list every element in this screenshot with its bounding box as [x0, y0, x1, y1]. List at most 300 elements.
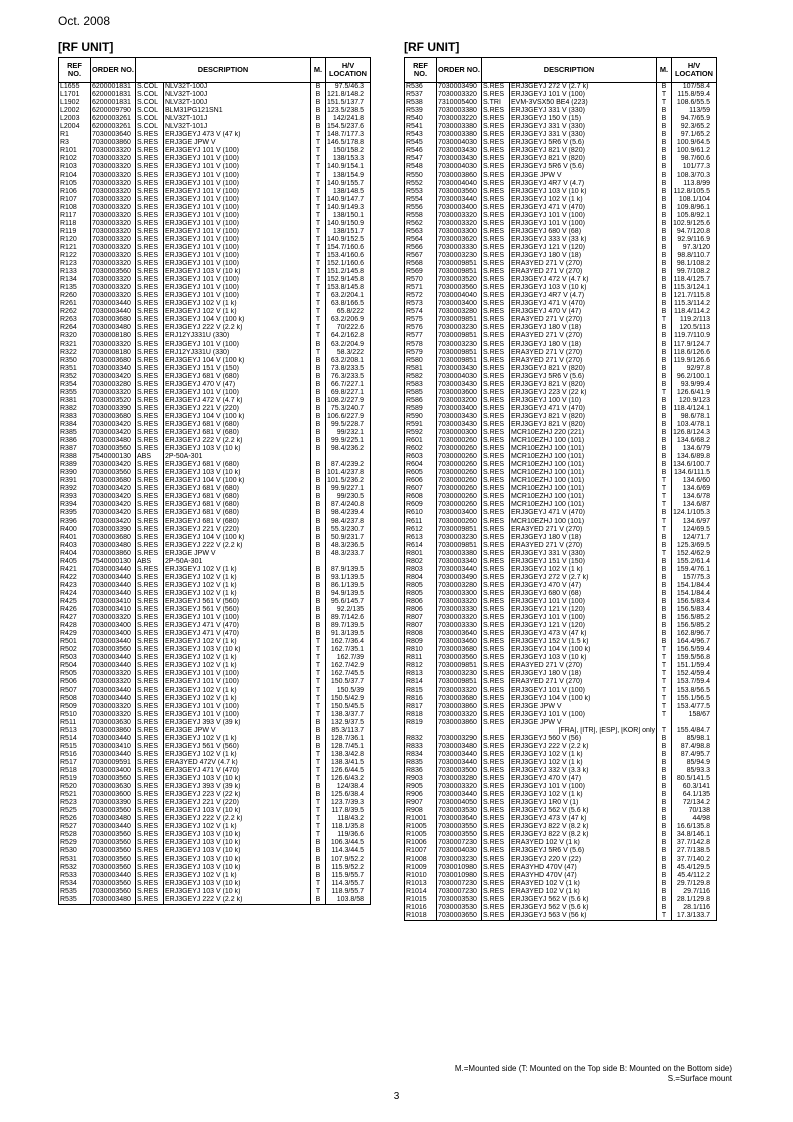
- mounted-side: T: [657, 389, 672, 397]
- table-row: [59, 99, 371, 107]
- ref-no: L2003: [59, 115, 91, 123]
- ref-no: R581: [405, 365, 437, 373]
- description: ERJ3GEYJ 561 V (560): [164, 598, 311, 606]
- type: S.RES: [136, 357, 164, 365]
- hv-location: 63.8/166.5: [326, 300, 371, 308]
- hv-location: 152.4/62.9: [672, 550, 717, 558]
- type: S.RES: [136, 856, 164, 864]
- order-no: 7030003640: [437, 815, 482, 823]
- order-no: 7030003300: [437, 228, 482, 236]
- mounted-side: T: [311, 799, 326, 807]
- type: S.RES: [482, 550, 510, 558]
- order-no: 7030003320: [437, 614, 482, 622]
- hv-location: 126.6/44.5: [326, 767, 371, 775]
- description: ERJ3GEYJ 821 V (820): [510, 381, 657, 389]
- mounted-side: B: [657, 349, 672, 357]
- col-header-mounted: M.: [657, 58, 672, 83]
- order-no: 7030003440: [91, 308, 136, 316]
- mounted-side: T: [311, 831, 326, 839]
- type: S.RES: [136, 324, 164, 332]
- description: ERJ3GEYJ 102 V (1 k): [164, 574, 311, 582]
- mounted-side: B: [311, 501, 326, 509]
- type: S.RES: [136, 188, 164, 196]
- hv-location: 156.5/85.2: [672, 614, 717, 622]
- mounted-side: B: [657, 767, 672, 775]
- description: ERJ3GEYJ 822 V (8.2 k): [510, 823, 657, 831]
- table-row: [405, 381, 717, 389]
- hv-location: 119.2/113: [672, 316, 717, 324]
- order-no: 7030003560: [91, 856, 136, 864]
- type: S.RES: [136, 542, 164, 550]
- ref-no: R611: [405, 518, 437, 526]
- type: S.RES: [482, 405, 510, 413]
- ref-no: R515: [59, 743, 91, 751]
- mounted-side: B: [657, 163, 672, 171]
- ref-no: R393: [59, 493, 91, 501]
- hv-location: 99.9/227.1: [326, 485, 371, 493]
- table-row: [405, 139, 717, 147]
- order-no: 7030003320: [91, 236, 136, 244]
- order-no: 7030003410: [91, 598, 136, 606]
- hv-location: 121.7/115.8: [672, 292, 717, 300]
- mounted-side: T: [311, 767, 326, 775]
- hv-location: 60.3/141: [672, 783, 717, 791]
- ref-no: R107: [59, 196, 91, 204]
- hv-location: 150.5/37.7: [326, 678, 371, 686]
- description: MCR10EZHJ 100 (101): [510, 518, 657, 526]
- order-no: 7030003230: [437, 324, 482, 332]
- ref-no: R1016: [405, 904, 437, 912]
- hv-location: 70/222.6: [326, 324, 371, 332]
- table-row: [59, 896, 371, 905]
- type: S.RES: [482, 695, 510, 703]
- ref-no: R585: [405, 389, 437, 397]
- table-row: [405, 678, 717, 686]
- ref-no: R579: [405, 349, 437, 357]
- type: S.RES: [482, 542, 510, 550]
- ref-no: R505: [59, 670, 91, 678]
- description: ERJ3GEYJ 471 V (470): [510, 204, 657, 212]
- mounted-side: T: [311, 300, 326, 308]
- table-row: [405, 91, 717, 99]
- ref-no: R388: [59, 453, 91, 461]
- order-no: 7030000260: [437, 453, 482, 461]
- mounted-side: B: [311, 83, 326, 92]
- ref-no: R576: [405, 324, 437, 332]
- ref-no: R506: [59, 678, 91, 686]
- mounted-side: [311, 453, 326, 461]
- ref-no: R133: [59, 268, 91, 276]
- hv-location: 153.7/59.4: [672, 678, 717, 686]
- type: S.RES: [136, 590, 164, 598]
- table-row: [405, 115, 717, 123]
- order-no: 7030003680: [91, 534, 136, 542]
- ref-no: R539: [405, 107, 437, 115]
- hv-location: 118.6/126.6: [672, 349, 717, 357]
- ref-no: R805: [405, 590, 437, 598]
- table-row: [59, 864, 371, 872]
- ref-no: R816: [405, 695, 437, 703]
- type: S.RES: [482, 823, 510, 831]
- description: ERJ3GEYJ 4R7 V (4.7): [510, 180, 657, 188]
- type: S.RES: [136, 180, 164, 188]
- hv-location: 162.7/36.4: [326, 638, 371, 646]
- hv-location: 85/93.3: [672, 767, 717, 775]
- order-no: 7030003320: [91, 711, 136, 719]
- mounted-side: B: [311, 574, 326, 582]
- ref-no: R520: [59, 783, 91, 791]
- mounted-side: B: [657, 123, 672, 131]
- mounted-side: B: [311, 365, 326, 373]
- hv-location: 128.7/45.1: [326, 743, 371, 751]
- mounted-side: B: [657, 574, 672, 582]
- hv-location: 105.8/92.1: [672, 212, 717, 220]
- type: S.RES: [482, 630, 510, 638]
- mounted-side: T: [311, 172, 326, 180]
- description: ERJ3GEYJ 101 V (100): [510, 783, 657, 791]
- type: S.RES: [136, 550, 164, 558]
- description: ERJ3GEYJ 471 V (470): [164, 630, 311, 638]
- type: S.RES: [136, 493, 164, 501]
- type: S.RES: [482, 236, 510, 244]
- ref-no: R403: [59, 542, 91, 550]
- ref-no: R543: [405, 131, 437, 139]
- hv-location: 109.8/96.1: [672, 204, 717, 212]
- hv-location: 99.5/228.7: [326, 421, 371, 429]
- hv-location: 118.4/114.2: [672, 308, 717, 316]
- table-row: [59, 429, 371, 437]
- ref-no: R835: [405, 759, 437, 767]
- type: S.RES: [136, 461, 164, 469]
- hv-location: 66.7/227.1: [326, 381, 371, 389]
- hv-location: 118.4/124.1: [672, 405, 717, 413]
- hv-location: 114.3/55.7: [326, 880, 371, 888]
- ref-no: R612: [405, 526, 437, 534]
- order-no: 7030007230: [437, 839, 482, 847]
- table-row: [59, 727, 371, 735]
- type: S.RES: [136, 662, 164, 670]
- type: S.RES: [482, 212, 510, 220]
- order-no: 7030003320: [91, 196, 136, 204]
- table-row: [59, 823, 371, 831]
- table-row: [405, 397, 717, 405]
- table-row: [59, 839, 371, 847]
- ref-no: R384: [59, 421, 91, 429]
- order-no: 7030003400: [437, 509, 482, 517]
- type: S.RES: [136, 365, 164, 373]
- mounted-side: T: [311, 711, 326, 719]
- type: S.RES: [482, 501, 510, 509]
- hv-location: 115.9/55.7: [326, 872, 371, 880]
- order-no: 7030003300: [437, 590, 482, 598]
- type: S.RES: [482, 228, 510, 236]
- table-row: [59, 437, 371, 445]
- mounted-side: T: [311, 695, 326, 703]
- ref-no: R552: [405, 180, 437, 188]
- type: S.COL: [136, 115, 164, 123]
- description: ERJ3GEYJ 102 V (1 k): [510, 566, 657, 574]
- order-no: 7030003560: [437, 188, 482, 196]
- mounted-side: T: [657, 678, 672, 686]
- table-row: [405, 872, 717, 880]
- table-row: [59, 300, 371, 308]
- order-no: 7030003530: [437, 904, 482, 912]
- description: ERJ3GEYJ 470 V (47): [164, 381, 311, 389]
- type: S.COL: [136, 91, 164, 99]
- hv-location: 120.9/123: [672, 397, 717, 405]
- hv-location: 150.5/39: [326, 687, 371, 695]
- mounted-side: B: [657, 534, 672, 542]
- mounted-side: B: [311, 526, 326, 534]
- description: ERJ3GEYJ 471 V (470): [510, 405, 657, 413]
- description: ERJ3GEYJ 821 V (820): [510, 147, 657, 155]
- ref-no: R1001: [405, 815, 437, 823]
- table-row: [405, 493, 717, 501]
- description: ERJ3GEYJ 101 V (100): [164, 212, 311, 220]
- table-row: [405, 630, 717, 638]
- table-row: [405, 759, 717, 767]
- table-row: [59, 654, 371, 662]
- mounted-side: B: [311, 743, 326, 751]
- type: S.RES: [482, 155, 510, 163]
- hv-location: 140.9/147.7: [326, 196, 371, 204]
- mounted-side: B: [657, 421, 672, 429]
- ref-no: R513: [59, 727, 91, 735]
- order-no: 7030004030: [437, 139, 482, 147]
- hv-location: 140.9/150.9: [326, 220, 371, 228]
- ref-no: R503: [59, 654, 91, 662]
- hv-location: 85/98.1: [672, 735, 717, 743]
- hv-location: 103.4/78.1: [672, 421, 717, 429]
- hv-location: 151.2/145.8: [326, 268, 371, 276]
- table-row: [405, 598, 717, 606]
- hv-location: 134.6/69: [672, 485, 717, 493]
- mounted-side: T: [657, 662, 672, 670]
- description: ERJ3GEYJ 472 V (4.7 k): [510, 276, 657, 284]
- ref-no: R546: [405, 147, 437, 155]
- table-row: [405, 324, 717, 332]
- order-no: 7030003320: [91, 204, 136, 212]
- table-row: [59, 196, 371, 204]
- description: ERJ3GEYJ 101 V (100): [164, 389, 311, 397]
- hv-location: 94.7/65.9: [672, 115, 717, 123]
- ref-no: R554: [405, 196, 437, 204]
- hv-location: 151.1/59.4: [672, 662, 717, 670]
- mounted-side: T: [311, 292, 326, 300]
- table-row: [59, 220, 371, 228]
- description: ERJ3GEYJ 471 V (470): [164, 767, 311, 775]
- order-no: 7030003320: [91, 670, 136, 678]
- description: ERJ3GEYJ 331 V (330): [510, 107, 657, 115]
- table-row: [59, 373, 371, 381]
- type: S.RES: [482, 220, 510, 228]
- description: ERJ3GEYJ 102 V (1 k): [164, 582, 311, 590]
- table-row: [59, 163, 371, 171]
- ref-no: R1013: [405, 880, 437, 888]
- order-no: 7030003400: [437, 204, 482, 212]
- table-row: [405, 244, 717, 252]
- type: S.RES: [482, 252, 510, 260]
- hv-location: 113/59: [672, 107, 717, 115]
- mounted-side: B: [657, 308, 672, 316]
- description: ERJ3GEYJ 821 V (820): [510, 365, 657, 373]
- mounted-side: B: [311, 421, 326, 429]
- type: S.RES: [482, 268, 510, 276]
- ref-no: R134: [59, 276, 91, 284]
- mounted-side: B: [311, 847, 326, 855]
- description: ERJ3GEYJ 331 V (330): [510, 550, 657, 558]
- ref-no: R531: [59, 856, 91, 864]
- description: ERJ3GEYJ 103 V (10 k): [164, 469, 311, 477]
- type: S.RES: [482, 719, 510, 727]
- hv-location: 98.4/237.8: [326, 518, 371, 526]
- order-no: 7030003440: [91, 638, 136, 646]
- ref-no: R811: [405, 654, 437, 662]
- ref-no: R117: [59, 212, 91, 220]
- mounted-side: B: [311, 445, 326, 453]
- description: ERJ3GEYJ 102 V (1 k): [510, 751, 657, 759]
- mounted-side: B: [657, 638, 672, 646]
- table-row: [59, 534, 371, 542]
- description: ERJ3GEYJ 103 V (10 k): [510, 188, 657, 196]
- ref-no: R817: [405, 703, 437, 711]
- description: ERJ3GEYJ 101 V (100): [164, 196, 311, 204]
- order-no: 7030003440: [437, 196, 482, 204]
- type: S.RES: [482, 767, 510, 775]
- hv-location: 87.4/239.2: [326, 461, 371, 469]
- table-row: [59, 172, 371, 180]
- description: ERJ3GEYJ 223 V (22 k): [164, 791, 311, 799]
- mounted-side: T: [657, 727, 672, 735]
- type: S.COL: [136, 83, 164, 92]
- order-no: 7030003440: [437, 759, 482, 767]
- mounted-side: B: [657, 606, 672, 614]
- mounted-side: B: [657, 429, 672, 437]
- type: S.RES: [482, 107, 510, 115]
- mounted-side: T: [311, 236, 326, 244]
- type: S.RES: [482, 566, 510, 574]
- description: ERJ3GEYJ 222 V (2.2 k): [510, 743, 657, 751]
- description: ERJ3GEYJ 101 V (100): [510, 220, 657, 228]
- mounted-side: T: [657, 654, 672, 662]
- description: ERJ3GEYJ 681 V (680): [164, 421, 311, 429]
- hv-location: 115.3/114.2: [672, 300, 717, 308]
- type: S.RES: [482, 662, 510, 670]
- hv-location: 99/230.5: [326, 493, 371, 501]
- hv-location: 48.3/236.5: [326, 542, 371, 550]
- ref-no: R322: [59, 349, 91, 357]
- description: ERJ3GEYJ 272 V (2.7 k): [510, 83, 657, 92]
- table-row: [59, 349, 371, 357]
- ref-no: R608: [405, 493, 437, 501]
- mounted-side: B: [657, 147, 672, 155]
- type: S.RES: [136, 711, 164, 719]
- parts-table-right: [404, 57, 717, 921]
- table-row: [405, 590, 717, 598]
- description: ERA3YED 102 V (1 k): [510, 880, 657, 888]
- ref-no: R807: [405, 614, 437, 622]
- table-row: [59, 228, 371, 236]
- ref-no: R261: [59, 300, 91, 308]
- mounted-side: B: [657, 904, 672, 912]
- table-row: [59, 662, 371, 670]
- type: S.RES: [482, 180, 510, 188]
- type: S.RES: [482, 606, 510, 614]
- ref-no: R104: [59, 172, 91, 180]
- mounted-side: B: [657, 357, 672, 365]
- hv-location: 91.3/139.5: [326, 630, 371, 638]
- mounted-side: B: [657, 252, 672, 260]
- type: S.RES: [136, 630, 164, 638]
- ref-no: R389: [59, 461, 91, 469]
- mounted-side: B: [311, 115, 326, 123]
- hv-location: 156.5/83.4: [672, 598, 717, 606]
- ref-no: R540: [405, 115, 437, 123]
- hv-location: 152.4/59.4: [672, 670, 717, 678]
- ref-no: R903: [405, 775, 437, 783]
- ref-no: L1655: [59, 83, 91, 92]
- mounted-side: B: [311, 389, 326, 397]
- table-row: [59, 630, 371, 638]
- mounted-side: B: [657, 888, 672, 896]
- order-no: 7030003430: [437, 365, 482, 373]
- ref-no: R908: [405, 807, 437, 815]
- order-no: 7030003560: [91, 880, 136, 888]
- type: S.RES: [482, 397, 510, 405]
- mounted-side: B: [657, 292, 672, 300]
- mounted-side: B: [657, 115, 672, 123]
- type: S.RES: [482, 598, 510, 606]
- table-row: [405, 831, 717, 839]
- table-row: [405, 558, 717, 566]
- order-no: 7030003320: [91, 163, 136, 171]
- description: ERA3YHD 470V (47): [510, 864, 657, 872]
- hv-location: 162.8/96.7: [672, 630, 717, 638]
- hv-location: 72/134.2: [672, 799, 717, 807]
- table-row: [59, 509, 371, 517]
- table-row: [405, 260, 717, 268]
- ref-no: R401: [59, 534, 91, 542]
- hv-location: 156.5/85.2: [672, 622, 717, 630]
- document-date: Oct. 2008: [58, 14, 111, 28]
- order-no: 7030009851: [437, 332, 482, 340]
- table-row: [405, 341, 717, 349]
- mounted-side: B: [657, 453, 672, 461]
- ref-no: R836: [405, 767, 437, 775]
- description: ERJ3GEYJ 222 V (2.2 k): [164, 896, 311, 905]
- type: S.RES: [136, 509, 164, 517]
- hv-location: 87.4/95.7: [672, 751, 717, 759]
- mounted-side: T: [311, 260, 326, 268]
- type: S.RES: [482, 332, 510, 340]
- order-no: 7030004040: [437, 180, 482, 188]
- description: [FRA], [ITR], [ESP], [KOR] only: [510, 727, 657, 735]
- table-row: [59, 590, 371, 598]
- table-row: [405, 711, 717, 719]
- ref-no: R806: [405, 606, 437, 614]
- order-no: 7030003420: [91, 509, 136, 517]
- type: S.RES: [482, 711, 510, 719]
- ref-no: R613: [405, 534, 437, 542]
- hv-location: 93.9/99.4: [672, 381, 717, 389]
- type: S.RES: [136, 888, 164, 896]
- description: ERJ3GEYJ 331 V (330): [510, 123, 657, 131]
- description: ERJ3GEYJ 471 V (470): [510, 509, 657, 517]
- table-row: [405, 421, 717, 429]
- order-no: 7030003320: [91, 389, 136, 397]
- description: ERJ12YJ331U (330): [164, 332, 311, 340]
- hv-location: 115.8/59.4: [672, 91, 717, 99]
